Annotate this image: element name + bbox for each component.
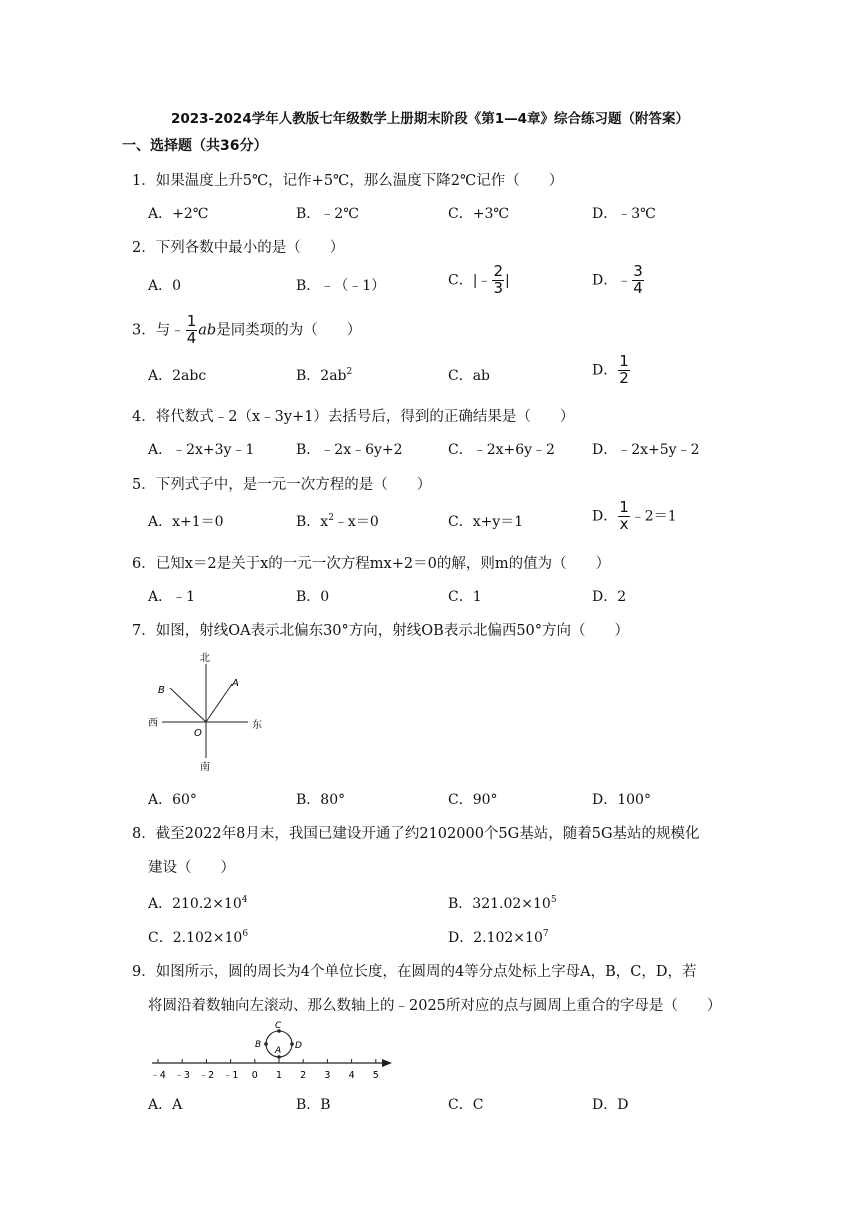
fraction: $\frac{2}{3}$	[493, 262, 503, 297]
q3-option-a[interactable]: A．2abc	[148, 368, 207, 384]
question-2: 2．下列各数中最小的是（ ）	[132, 240, 345, 256]
tick-label: ﹣3	[174, 1070, 190, 1081]
q7-option-b[interactable]: B．80°	[296, 792, 346, 808]
q8-option-d[interactable]: D．$2.102\times 10^7$	[448, 929, 549, 946]
question-7: 7．如图，射线OA表示北偏东30°方向，射线OB表示北偏西50°方向（ ）	[132, 623, 630, 639]
q3-option-d[interactable]: D． $\frac{1}{2}$	[592, 352, 629, 387]
q4-option-b[interactable]: B．﹣2x﹣6y+2	[296, 442, 403, 458]
q9-option-c[interactable]: C．C	[448, 1097, 484, 1113]
q3-option-b[interactable]: B．$2ab^2$	[296, 367, 353, 384]
tick-label: ﹣1	[222, 1070, 239, 1081]
q5-option-c[interactable]: C．x+y＝1	[448, 514, 524, 530]
q8-option-c[interactable]: C．$2.102\times 10^6$	[148, 929, 249, 946]
tick-label: 0	[251, 1070, 258, 1081]
fraction: $\frac{1}{x}$	[619, 498, 629, 533]
label-point-c: C	[275, 1021, 282, 1031]
q9-option-b[interactable]: B．B	[296, 1097, 331, 1113]
q4-option-c[interactable]: C．﹣2x+6y﹣2	[448, 442, 555, 458]
question-6: 6．已知x＝2是关于x的一元一次方程mx+2＝0的解，则m的值为（ ）	[132, 556, 611, 572]
label-point-b: B	[255, 1040, 262, 1050]
question-5: 5．下列式子中，是一元一次方程的是（ ）	[132, 477, 432, 493]
point-d	[290, 1042, 294, 1046]
fraction: $\frac{1}{4}$	[186, 312, 197, 347]
question-8-line-1: 8．截至2022年8月末，我国已建设开通了约2102000个5G基站，随着5G基站的规模化	[132, 826, 700, 842]
q7-option-c[interactable]: C．90°	[448, 792, 498, 808]
tick-label: 5	[372, 1070, 379, 1081]
ray-ob	[170, 688, 206, 722]
label-south: 南	[200, 762, 210, 773]
q6-option-b[interactable]: B．0	[296, 589, 330, 605]
label-b: B	[158, 685, 165, 696]
q1-option-b[interactable]: B．﹣2℃	[296, 206, 359, 222]
q7-option-d[interactable]: D．100°	[592, 792, 651, 808]
fraction: $\frac{3}{4}$	[633, 262, 643, 297]
q9-option-a[interactable]: A．A	[148, 1097, 183, 1113]
tick-label: 3	[324, 1070, 331, 1081]
tick-label: 4	[348, 1070, 355, 1081]
label-point-d: D	[295, 1041, 302, 1051]
page-title: 2023-2024学年人教版七年级数学上册期末阶段《第1—4章》综合练习题（附答案）	[170, 111, 690, 127]
number-line-figure	[140, 1016, 402, 1086]
question-9-line-2: 将圆沿着数轴向左滚动、那么数轴上的﹣2025所对应的点与圆周上重合的字母是（ ）	[148, 998, 722, 1014]
q1-option-d[interactable]: D．﹣3℃	[592, 206, 656, 222]
q4-option-d[interactable]: D．﹣2x+5y﹣2	[592, 442, 700, 458]
label-a: A	[232, 678, 239, 689]
label-point-a: A	[275, 1046, 282, 1056]
question-8-line-2: 建设（ ）	[148, 860, 235, 876]
section-heading: 一、选择题（共36分）	[122, 138, 268, 154]
tick-group	[150, 1059, 379, 1081]
ray-oa	[206, 684, 232, 722]
fraction: $\frac{1}{2}$	[619, 352, 629, 387]
question-4: 4．将代数式﹣2（x﹣3y+1）去括号后，得到的正确结果是（ ）	[132, 409, 575, 425]
tick-label: 2	[300, 1070, 307, 1081]
q9-option-d[interactable]: D．D	[592, 1097, 629, 1113]
q6-option-d[interactable]: D．2	[592, 589, 627, 605]
point-b	[264, 1042, 268, 1046]
tick-label: ﹣2	[198, 1070, 215, 1081]
question-9-line-1: 9．如图所示，圆的周长为4个单位长度，在圆周的4等分点处标上字母A，B，C，D，若	[132, 964, 697, 980]
q1-option-c[interactable]: C．+3℃	[448, 206, 510, 222]
compass-figure	[140, 648, 270, 776]
q1-option-a[interactable]: A．+2℃	[148, 206, 209, 222]
label-north: 北	[200, 653, 210, 664]
q5-option-b[interactable]: B．$x^2﹣x=0$	[296, 513, 379, 530]
q2-option-d[interactable]: D．﹣ $\frac{3}{4}$	[592, 262, 643, 297]
question-1: 1．如果温度上升5℃，记作+5℃，那么温度下降2℃记作（ ）	[132, 173, 564, 189]
axis-arrow	[382, 1059, 392, 1067]
tick-label: 1	[275, 1070, 283, 1081]
q8-option-a[interactable]: A．$210.2\times 10^4$	[148, 895, 248, 912]
tick-label: ﹣4	[150, 1070, 166, 1081]
q8-option-b[interactable]: B．$321.02\times 10^5$	[448, 895, 557, 912]
q4-option-a[interactable]: A．﹣2x+3y﹣1	[148, 442, 255, 458]
q2-option-c[interactable]: C．|﹣ $\frac{2}{3}$ |	[448, 262, 510, 297]
q5-option-a[interactable]: A．x+1＝0	[148, 514, 224, 530]
q7-option-a[interactable]: A．60°	[148, 792, 197, 808]
label-east: 东	[252, 720, 262, 731]
q6-option-c[interactable]: C．1	[448, 589, 482, 605]
q3-option-c[interactable]: C．ab	[448, 368, 491, 384]
q6-option-a[interactable]: A．﹣1	[148, 589, 196, 605]
q5-option-d[interactable]: D． $\frac{1}{x}$ ﹣2＝1	[592, 498, 677, 533]
q2-option-a[interactable]: A．0	[148, 278, 182, 294]
label-west: 西	[148, 718, 158, 729]
q2-option-b[interactable]: B．﹣（﹣1）	[296, 278, 386, 294]
label-o: O	[194, 728, 202, 739]
question-3: 3．与﹣ $\frac{1}{4}$ ab是同类项的为（ ）	[132, 312, 362, 347]
